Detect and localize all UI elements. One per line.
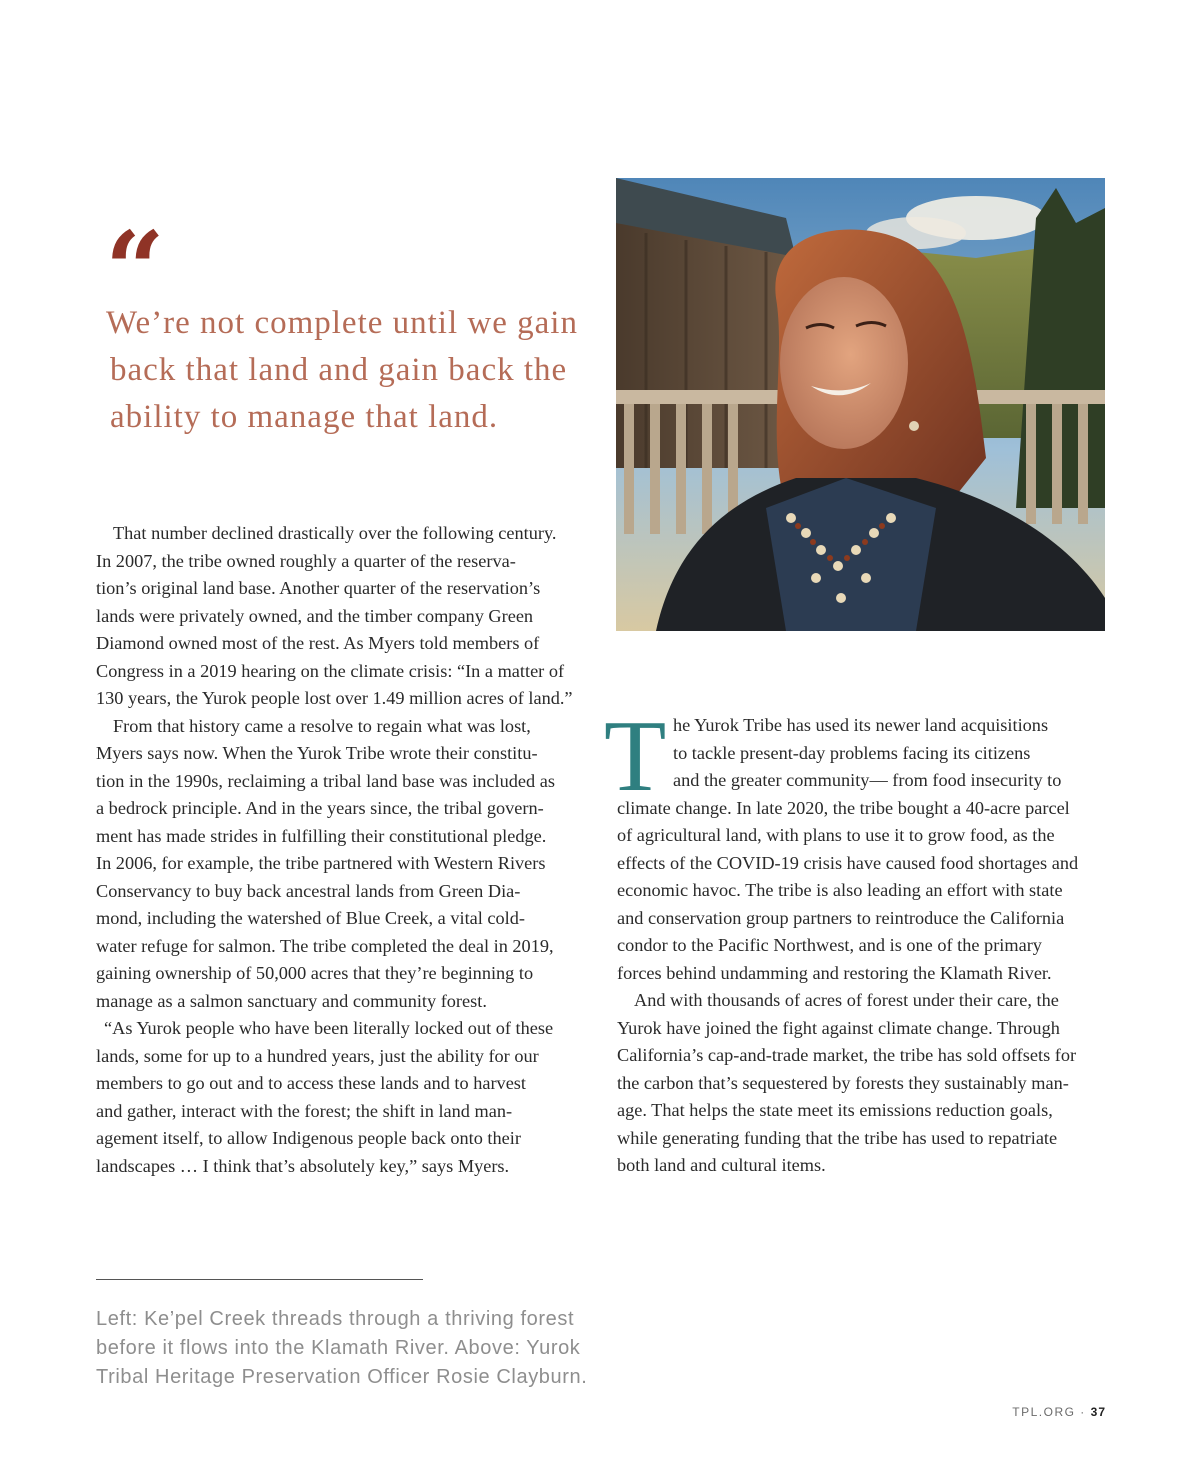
text-line: Diamond owned most of the rest. As Myers told members of	[96, 633, 540, 653]
text-line: and the greater community— from food insecurity to	[673, 770, 1062, 790]
text-line: agement itself, to allow Indigenous people back onto their	[96, 1128, 521, 1148]
drop-cap: T	[604, 700, 667, 813]
site-name: TPL.ORG ·	[1012, 1405, 1086, 1419]
text-line: he Yurok Tribe has used its newer land acquisitions	[673, 715, 1049, 735]
paragraph	[617, 987, 1109, 1180]
text-line: both land and cultural items.	[617, 1155, 826, 1175]
text-line: manage as a salmon sanctuary and community forest.	[96, 990, 487, 1011]
paragraph	[96, 520, 588, 713]
text-line: 130 years, the Yurok people lost over 1.49 million acres of land.”	[96, 688, 573, 708]
text-line: California’s cap-and-trade market, the tribe has sold offsets for	[617, 1045, 1077, 1065]
text-line: water refuge for salmon. The tribe completed the deal in 2019,	[96, 935, 554, 956]
caption-line: before it flows into the Klamath River. Above: Yurok	[96, 1337, 581, 1359]
portrait-photo	[616, 178, 1105, 631]
photo-caption	[96, 1305, 596, 1392]
text-line: Myers says now. When the Yurok Tribe wrote their constitu-	[96, 743, 538, 763]
text-line: condor to the Pacific Northwest, and is one of the primary	[617, 935, 1042, 955]
caption-line: Left: Ke’pel Creek threads through a thriving forest	[96, 1308, 575, 1330]
text-line: ment has made strides in fulfilling their constitutional pledge.	[96, 825, 547, 846]
paragraph	[96, 1015, 588, 1180]
text-line: a bedrock principle. And in the years since, the tribal govern-	[96, 798, 544, 818]
text-line: tion in the 1990s, reclaiming a tribal land base was included as	[96, 770, 555, 791]
caption-line: Tribal Heritage Preservation Officer Rosie Clayburn.	[96, 1366, 588, 1388]
text-line: and conservation group partners to reintroduce the California	[617, 907, 1065, 928]
text-line: the carbon that’s sequestered by forests they sustainably man-	[617, 1072, 1069, 1093]
right-body-column	[617, 712, 1109, 1180]
text-line: economic havoc. The tribe is also leading an effort with state	[617, 880, 1063, 900]
text-line: of agricultural land, with plans to use it to grow food, as the	[617, 825, 1055, 845]
text-line: lands were privately owned, and the timber company Green	[96, 605, 534, 626]
text-line: From that history came a resolve to regain what was lost,	[113, 715, 531, 736]
quotation-mark-icon: “	[105, 208, 159, 331]
text-line: In 2007, the tribe owned roughly a quarter of the reserva-	[96, 550, 516, 571]
paragraph	[617, 712, 1109, 987]
left-body-column	[96, 520, 588, 1180]
pull-quote-line: We’re not complete until we gain	[106, 305, 578, 341]
text-line: landscapes … I think that’s absolutely key,” says Myers.	[96, 1155, 510, 1176]
text-line: Yurok have joined the fight against climate change. Through	[617, 1017, 1060, 1038]
text-line: Conservancy to buy back ancestral lands from Green Dia-	[96, 880, 521, 901]
text-line: mond, including the watershed of Blue Creek, a vital cold-	[96, 908, 525, 928]
text-line: lands, some for up to a hundred years, just the ability for our	[96, 1045, 539, 1066]
text-line: tion’s original land base. Another quarter of the reservation’s	[96, 578, 541, 598]
text-line: climate change. In late 2020, the tribe bought a 40-acre parcel	[617, 797, 1070, 818]
text-line: and gather, interact with the forest; the shift in land man-	[96, 1100, 513, 1121]
text-line: age. That helps the state meet its emissions reduction goals,	[617, 1100, 1053, 1120]
text-line: Congress in a 2019 hearing on the climate crisis: “In a matter of	[96, 660, 565, 681]
text-line: to tackle present-day problems facing its citizens	[673, 742, 1031, 763]
text-line: forces behind undamming and restoring the Klamath River.	[617, 962, 1052, 983]
text-line: members to go out and to access these lands and to harvest	[96, 1073, 527, 1093]
paragraph	[96, 713, 588, 1016]
text-line: In 2006, for example, the tribe partnered with Western Rivers	[96, 853, 546, 873]
text-line: while generating funding that the tribe has used to repatriate	[617, 1127, 1058, 1148]
page-number: 37	[1090, 1405, 1106, 1419]
text-line: effects of the COVID-19 crisis have caused food shortages and	[617, 852, 1079, 873]
text-line: And with thousands of acres of forest under their care, the	[634, 990, 1059, 1010]
text-line: “As Yurok people who have been literally locked out of these	[104, 1018, 554, 1038]
page-folio	[1012, 1405, 1106, 1419]
text-line: That number declined drastically over the following century.	[113, 523, 557, 543]
text-line: gaining ownership of 50,000 acres that they’re beginning to	[96, 963, 534, 983]
pull-quote	[106, 300, 586, 441]
caption-divider	[96, 1279, 423, 1280]
pull-quote-line: ability to manage that land.	[110, 399, 499, 435]
pull-quote-line: back that land and gain back the	[110, 352, 568, 388]
